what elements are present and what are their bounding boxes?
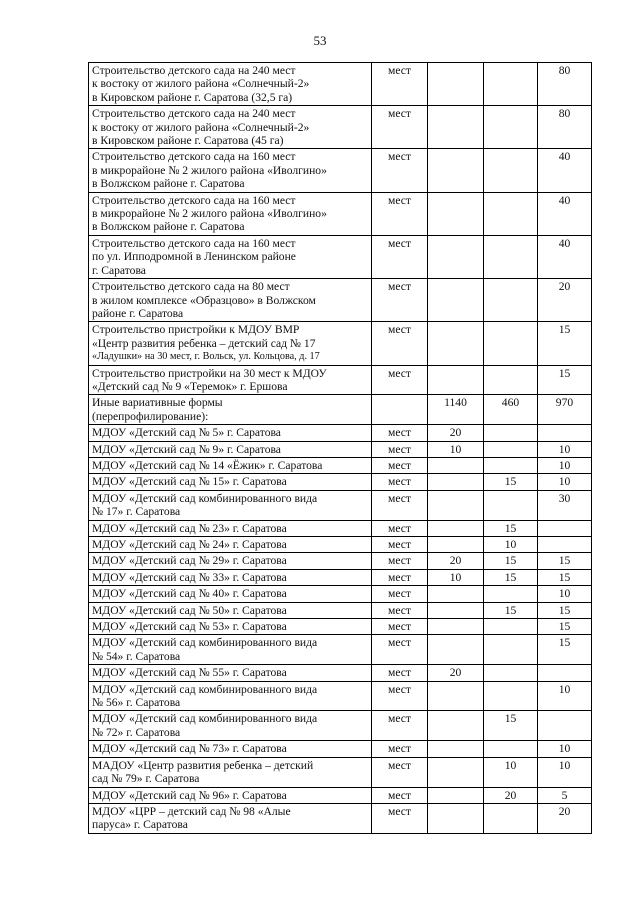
row-unit-cell: мест <box>372 441 428 457</box>
row-value-b-cell: 15 <box>484 520 538 536</box>
table-row <box>89 457 592 473</box>
row-name-line: МДОУ «Детский сад № 55» г. Саратова <box>92 666 287 680</box>
row-value-a-cell <box>428 741 484 757</box>
row-value-c-cell <box>538 520 592 536</box>
row-name-line: «Ладушки» на 30 мест, г. Вольск, ул. Кольцова, д. 17 <box>92 351 320 363</box>
row-value-a-cell <box>428 619 484 635</box>
row-unit-cell: мест <box>372 757 428 787</box>
table-row <box>89 619 592 635</box>
row-value-b-cell <box>484 63 538 106</box>
row-value-a-cell: 10 <box>428 569 484 585</box>
row-value-b-cell <box>484 665 538 681</box>
row-value-a-cell: 20 <box>428 665 484 681</box>
row-name-cell <box>89 635 372 665</box>
table-row <box>89 586 592 602</box>
row-value-c-cell: 15 <box>538 635 592 665</box>
row-value-a-cell <box>428 192 484 235</box>
row-name-cell <box>89 586 372 602</box>
row-name-cell <box>89 741 372 757</box>
row-name-line: МДОУ «Детский сад № 29» г. Саратова <box>92 554 287 568</box>
row-value-b-cell: 15 <box>484 569 538 585</box>
row-unit-cell: мест <box>372 474 428 490</box>
table-row <box>89 635 592 665</box>
row-name-line: № 17» г. Саратова <box>92 505 181 519</box>
row-name-cell <box>89 441 372 457</box>
table-row <box>89 803 592 833</box>
row-name-line: МДОУ «Детский сад № 9» г. Саратова <box>92 442 281 456</box>
row-name-line: МДОУ «Детский сад комбинированного вида <box>92 682 318 696</box>
row-value-b-cell <box>484 235 538 278</box>
row-value-c-cell: 10 <box>538 586 592 602</box>
table-row <box>89 235 592 278</box>
row-value-c-cell <box>538 537 592 553</box>
row-name-line: районе г. Саратова <box>92 306 184 320</box>
row-name-line: МДОУ «Детский сад № 96» г. Саратова <box>92 788 287 802</box>
table-row <box>89 279 592 322</box>
row-name-cell <box>89 149 372 192</box>
row-value-a-cell <box>428 457 484 473</box>
row-value-a-cell <box>428 322 484 365</box>
row-unit-cell: мест <box>372 553 428 569</box>
row-value-a-cell <box>428 537 484 553</box>
row-unit-cell: мест <box>372 149 428 192</box>
row-name-line: сад № 79» г. Саратова <box>92 772 200 786</box>
row-name-line: Строительство детского сада на 240 мест <box>92 64 296 77</box>
row-name-line: в Кировском районе г. Саратова (32,5 га) <box>92 90 293 104</box>
row-value-c-cell: 10 <box>538 741 592 757</box>
row-value-b-cell: 15 <box>484 553 538 569</box>
row-name-line: МДОУ «Детский сад комбинированного вида <box>92 636 318 650</box>
row-unit-cell: мест <box>372 365 428 395</box>
row-value-c-cell: 15 <box>538 553 592 569</box>
row-value-b-cell <box>484 741 538 757</box>
row-value-c-cell: 970 <box>538 395 592 425</box>
row-name-line: «Центр развития ребенка – детский сад № 17 <box>92 336 316 350</box>
row-name-line: г. Саратова <box>92 263 146 277</box>
row-value-b-cell: 20 <box>484 787 538 803</box>
row-name-line: МДОУ «Детский сад комбинированного вида <box>92 491 318 505</box>
row-name-cell <box>89 425 372 441</box>
row-value-a-cell: 10 <box>428 441 484 457</box>
row-unit-cell: мест <box>372 490 428 520</box>
row-name-line: № 72» г. Саратова <box>92 725 181 739</box>
row-name-cell <box>89 322 372 365</box>
row-unit-cell: мест <box>372 425 428 441</box>
row-unit-cell: мест <box>372 787 428 803</box>
row-name-line: «Детский сад № 9 «Теремок» г. Ершова <box>92 379 288 393</box>
row-value-b-cell <box>484 106 538 149</box>
row-name-cell <box>89 569 372 585</box>
row-value-b-cell <box>484 490 538 520</box>
row-name-cell <box>89 537 372 553</box>
row-unit-cell: мест <box>372 569 428 585</box>
row-name-line: МАДОУ «Центр развития ребенка – детский <box>92 758 314 772</box>
row-value-a-cell <box>428 149 484 192</box>
row-name-cell <box>89 787 372 803</box>
row-name-line: № 54» г. Саратова <box>92 649 181 663</box>
row-name-line: в жилом комплексе «Образцово» в Волжском <box>92 293 316 307</box>
row-value-a-cell <box>428 106 484 149</box>
row-value-a-cell <box>428 365 484 395</box>
row-value-c-cell: 40 <box>538 192 592 235</box>
table-row <box>89 787 592 803</box>
row-value-c-cell: 40 <box>538 149 592 192</box>
row-name-cell <box>89 619 372 635</box>
table-body <box>89 63 592 834</box>
row-unit-cell <box>372 395 428 425</box>
row-name-line: в микрорайоне № 2 жилого района «Иволгино» <box>92 163 327 177</box>
row-name-line: № 56» г. Саратова <box>92 696 181 710</box>
row-value-b-cell <box>484 619 538 635</box>
table-row <box>89 395 592 425</box>
row-unit-cell: мест <box>372 681 428 711</box>
row-unit-cell: мест <box>372 586 428 602</box>
row-value-b-cell <box>484 365 538 395</box>
table-row <box>89 441 592 457</box>
row-name-cell <box>89 681 372 711</box>
table-row <box>89 602 592 618</box>
row-unit-cell: мест <box>372 192 428 235</box>
row-name-line: Строительство детского сада на 80 мест <box>92 280 290 294</box>
row-name-line: Строительство детского сада на 160 мест <box>92 236 296 250</box>
row-value-b-cell <box>484 441 538 457</box>
row-value-b-cell <box>484 192 538 235</box>
row-value-a-cell <box>428 474 484 490</box>
row-name-line: МДОУ «Детский сад № 33» г. Саратова <box>92 570 287 584</box>
places-table <box>88 62 592 834</box>
row-value-c-cell: 10 <box>538 457 592 473</box>
table-row <box>89 192 592 235</box>
row-value-a-cell <box>428 602 484 618</box>
row-value-c-cell: 5 <box>538 787 592 803</box>
row-value-a-cell <box>428 586 484 602</box>
row-value-b-cell: 15 <box>484 711 538 741</box>
row-value-b-cell <box>484 586 538 602</box>
row-value-c-cell <box>538 665 592 681</box>
row-value-a-cell: 20 <box>428 553 484 569</box>
row-name-cell <box>89 395 372 425</box>
row-name-line: МДОУ «Детский сад № 53» г. Саратова <box>92 620 287 634</box>
row-name-line: МДОУ «Детский сад № 5» г. Саратова <box>92 426 281 440</box>
row-value-a-cell <box>428 681 484 711</box>
row-value-c-cell <box>538 711 592 741</box>
row-name-line: в микрорайоне № 2 жилого района «Иволгино» <box>92 207 327 221</box>
row-value-a-cell: 20 <box>428 425 484 441</box>
row-value-c-cell: 10 <box>538 681 592 711</box>
row-name-line: Строительство пристройки на 30 мест к МДОУ <box>92 366 327 380</box>
table-row <box>89 553 592 569</box>
row-value-c-cell: 15 <box>538 365 592 395</box>
row-unit-cell: мест <box>372 602 428 618</box>
row-value-b-cell <box>484 149 538 192</box>
row-unit-cell: мест <box>372 635 428 665</box>
table-row <box>89 365 592 395</box>
row-value-c-cell: 20 <box>538 279 592 322</box>
table-row <box>89 322 592 365</box>
row-value-b-cell: 10 <box>484 537 538 553</box>
row-name-line: паруса» г. Саратова <box>92 818 188 832</box>
row-name-line: (перепрофилирование): <box>92 409 209 423</box>
row-value-b-cell: 15 <box>484 602 538 618</box>
row-unit-cell: мест <box>372 520 428 536</box>
row-name-line: в Волжском районе г. Саратова <box>92 220 245 234</box>
row-name-line: Строительство детского сада на 160 мест <box>92 193 296 207</box>
row-unit-cell: мест <box>372 803 428 833</box>
row-value-c-cell: 15 <box>538 619 592 635</box>
row-name-cell <box>89 63 372 106</box>
row-value-a-cell <box>428 279 484 322</box>
row-unit-cell: мест <box>372 619 428 635</box>
row-name-cell <box>89 474 372 490</box>
row-unit-cell: мест <box>372 322 428 365</box>
row-value-c-cell: 80 <box>538 106 592 149</box>
row-value-b-cell <box>484 681 538 711</box>
row-name-cell <box>89 602 372 618</box>
row-name-cell <box>89 490 372 520</box>
row-value-c-cell: 10 <box>538 474 592 490</box>
row-name-cell <box>89 279 372 322</box>
row-value-a-cell <box>428 235 484 278</box>
table-row <box>89 63 592 106</box>
row-name-line: по ул. Ипподромной в Ленинском районе <box>92 250 296 264</box>
row-name-line: к востоку от жилого района «Солнечный-2» <box>92 77 310 91</box>
row-value-a-cell <box>428 490 484 520</box>
row-name-cell <box>89 711 372 741</box>
row-name-line: МДОУ «Детский сад комбинированного вида <box>92 712 318 726</box>
row-name-line: к востоку от жилого района «Солнечный-2» <box>92 120 310 134</box>
row-value-c-cell: 40 <box>538 235 592 278</box>
row-name-cell <box>89 457 372 473</box>
row-name-cell <box>89 365 372 395</box>
row-value-c-cell: 15 <box>538 602 592 618</box>
table-row <box>89 665 592 681</box>
table-row <box>89 520 592 536</box>
row-name-line: в Кировском районе г. Саратова (45 га) <box>92 134 284 148</box>
row-name-line: МДОУ «Детский сад № 40» г. Саратова <box>92 587 287 601</box>
table-row <box>89 106 592 149</box>
row-unit-cell: мест <box>372 106 428 149</box>
row-unit-cell: мест <box>372 711 428 741</box>
row-name-cell <box>89 235 372 278</box>
row-name-cell <box>89 803 372 833</box>
row-unit-cell: мест <box>372 741 428 757</box>
table-row <box>89 681 592 711</box>
table-row <box>89 757 592 787</box>
row-name-line: МДОУ «Детский сад № 73» г. Саратова <box>92 742 287 756</box>
row-value-b-cell <box>484 322 538 365</box>
row-name-line: в Волжском районе г. Саратова <box>92 177 245 191</box>
row-name-line: Строительство детского сада на 160 мест <box>92 150 296 164</box>
row-name-line: МДОУ «Детский сад № 15» г. Саратова <box>92 475 287 489</box>
row-name-line: МДОУ «Детский сад № 50» г. Саратова <box>92 603 287 617</box>
row-name-line: МДОУ «ЦРР – детский сад № 98 «Алые <box>92 804 291 818</box>
row-value-b-cell <box>484 457 538 473</box>
row-unit-cell: мест <box>372 63 428 106</box>
row-value-a-cell <box>428 787 484 803</box>
row-name-line: МДОУ «Детский сад № 23» г. Саратова <box>92 521 287 535</box>
row-value-a-cell <box>428 757 484 787</box>
row-unit-cell: мест <box>372 537 428 553</box>
table-row <box>89 711 592 741</box>
row-value-b-cell: 15 <box>484 474 538 490</box>
row-name-line: Иные вариативные формы <box>92 396 223 410</box>
row-value-c-cell <box>538 425 592 441</box>
row-value-c-cell: 30 <box>538 490 592 520</box>
row-unit-cell: мест <box>372 279 428 322</box>
row-unit-cell: мест <box>372 457 428 473</box>
row-value-b-cell: 460 <box>484 395 538 425</box>
row-value-b-cell: 10 <box>484 757 538 787</box>
row-value-c-cell: 80 <box>538 63 592 106</box>
page-number: 53 <box>313 33 327 48</box>
row-name-cell <box>89 553 372 569</box>
row-name-cell <box>89 106 372 149</box>
row-value-b-cell <box>484 635 538 665</box>
table-row <box>89 569 592 585</box>
row-name-cell <box>89 665 372 681</box>
row-name-line: Строительство детского сада на 240 мест <box>92 107 296 121</box>
row-value-c-cell: 10 <box>538 757 592 787</box>
table-row <box>89 490 592 520</box>
row-value-c-cell: 10 <box>538 441 592 457</box>
row-value-a-cell <box>428 63 484 106</box>
row-value-b-cell <box>484 803 538 833</box>
row-value-b-cell <box>484 425 538 441</box>
row-name-cell <box>89 520 372 536</box>
row-name-line: Строительство пристройки к МДОУ ВМР <box>92 323 300 337</box>
row-name-line: МДОУ «Детский сад № 24» г. Саратова <box>92 538 287 551</box>
row-value-a-cell: 1140 <box>428 395 484 425</box>
table-row <box>89 474 592 490</box>
row-name-cell <box>89 757 372 787</box>
row-value-a-cell <box>428 711 484 741</box>
row-value-c-cell: 20 <box>538 803 592 833</box>
row-value-a-cell <box>428 635 484 665</box>
row-value-c-cell: 15 <box>538 322 592 365</box>
row-unit-cell: мест <box>372 235 428 278</box>
row-value-a-cell <box>428 803 484 833</box>
row-value-c-cell: 15 <box>538 569 592 585</box>
row-value-b-cell <box>484 279 538 322</box>
table-row <box>89 149 592 192</box>
table-row <box>89 537 592 553</box>
table-row <box>89 425 592 441</box>
row-name-line: МДОУ «Детский сад № 14 «Ёжик» г. Саратова <box>92 458 323 472</box>
row-name-cell <box>89 192 372 235</box>
row-value-a-cell <box>428 520 484 536</box>
row-unit-cell: мест <box>372 665 428 681</box>
table-row <box>89 741 592 757</box>
